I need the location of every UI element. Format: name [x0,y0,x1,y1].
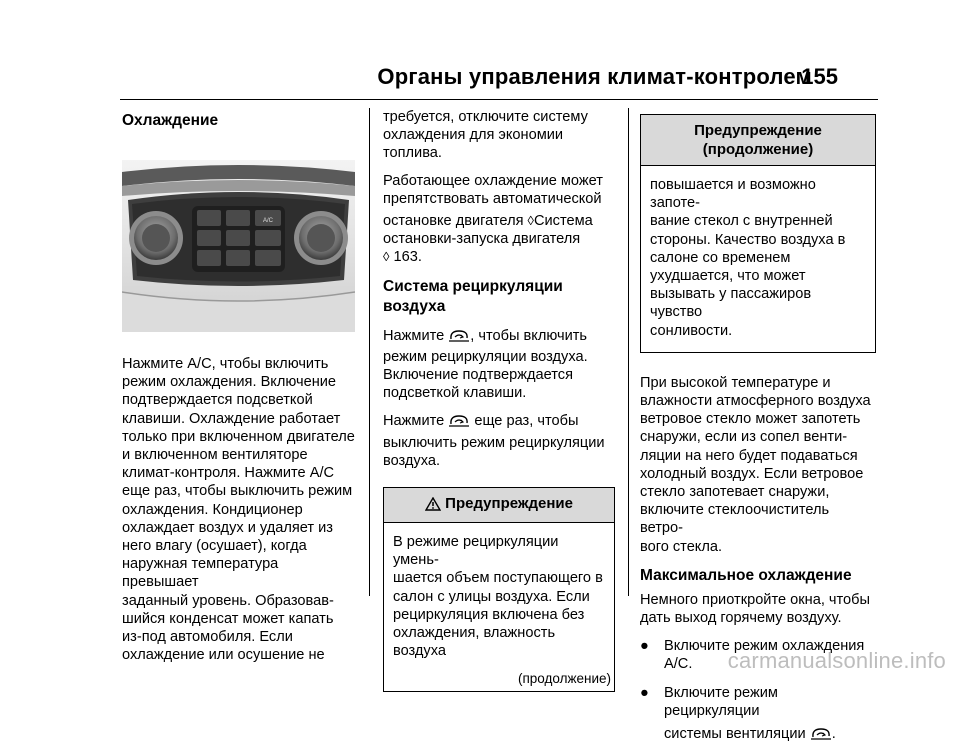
text-line: из-под автомобиля. Если [122,629,293,646]
text-line: климат-контроля. Нажмите A/C [122,465,335,482]
text-line: салоне со временем [650,249,791,266]
section-heading-max-cooling: Максимальное охлаждение [640,566,852,584]
text-line: Нажмите A/C, чтобы включить [122,356,329,372]
text-line: холодный воздух. Если ветровое [640,465,864,482]
section-heading-cooling: Охлаждение [122,112,219,129]
text-line: него влагу (осушает), когда [122,538,307,555]
text-line: еще раз, чтобы выключить режим [122,483,353,500]
text-line: В режиме рециркуляции умень- [393,534,559,569]
warning-body [384,523,614,666]
page-number: 155 [801,64,838,89]
text-line: остановки-запуска двигателя [383,231,581,248]
text-line: только при включенном двигателе [122,428,355,445]
text-line: выключить режим рециркуляции [383,434,605,451]
text-line: подтверждается подсветкой [122,392,313,409]
warning-header [641,115,875,166]
header-rule [120,99,878,100]
text-line: охлаждает воздух и удаляет из [122,519,334,536]
text-line: Включение подтверждается [383,367,573,384]
warning-box-continued [640,114,876,353]
text-line: воздуха. [383,452,441,469]
cross-reference-link[interactable]: Система [533,213,593,230]
text-line: сонливости. [650,322,733,339]
warning-title: Предупреждение [445,495,573,513]
text-line: Нажмите , чтобы включить [383,327,615,348]
recirculation-icon [448,414,470,433]
text-line: влажности атмосферного воздуха [640,393,871,410]
text-line: салон с улицы воздуха. Если [393,588,590,605]
recirculation-icon [448,329,470,348]
recirculation-off-paragraph [383,412,615,470]
continued-label: (продолжение) [517,671,611,687]
text-line: ветровое стекло может запотеть [640,411,861,428]
recirculation-on-paragraph [383,327,615,403]
text-line: шается объем поступающего в [393,570,603,587]
page-reference-icon: ◊ [527,213,534,229]
warning-body [641,166,875,352]
text-line: Работающее охлаждение может [383,172,603,189]
text-line: охлаждения для экономии [383,127,564,144]
text-line: Немного приоткройте окна, чтобы [640,591,871,608]
fuel-paragraph [383,108,615,163]
warning-triangle-icon [425,497,441,516]
text-line: шийся конденсат может капать [122,610,334,627]
text-line: стороны. Качество воздуха в [650,231,846,248]
bullet-dot: ● [640,684,649,701]
auto-stop-paragraph [383,172,615,267]
bullet-item [640,684,876,746]
warning-title: Предупреждение [694,122,822,139]
fogging-paragraph [640,374,876,556]
text-line: повышается и возможно запоте- [650,177,816,212]
text-line: снаружи, если из сопел венти- [640,429,848,446]
text-line: режим охлаждения. Включение [122,374,337,391]
column-divider [628,108,629,596]
text-line: охлаждения. Кондиционер [122,501,303,518]
text-line: вого стекла. [640,538,723,555]
page-reference-icon: ◊ [383,249,390,265]
text-line: ухудшается, что может [650,268,806,285]
text-line: подсветкой клавиши. [383,385,527,402]
text-line: Включите режим охлаждения [664,638,865,655]
cooling-paragraph [122,355,356,664]
text-line: вание стекол с внутренней [650,213,833,230]
text-line: охлаждения, влажность воздуха [393,625,556,660]
text-line: При высокой температуре и [640,374,831,391]
text-line: вызывать у пассажиров чувство [650,286,812,321]
text-line: системы вентиляции . [664,725,876,746]
watermark: carmanualsonline.info [727,648,946,673]
text-line: охлаждение или осушение не [122,647,325,664]
max-cooling-paragraph [640,591,876,627]
recirculation-icon [810,727,832,746]
column-divider [369,108,370,596]
warning-box [383,487,615,692]
climate-control-photo [122,160,355,332]
text-line: стекло запотевает снаружи, [640,484,830,501]
climate-panel-image [122,160,355,332]
text-line: A/C. [664,656,693,673]
text-line: наружная температура превышает [122,556,279,591]
warning-header [384,488,614,523]
text-line: дать выход горячему воздуху. [640,610,842,627]
text-line: ◊ 163. [383,249,422,266]
text-line: клавиши. Охлаждение работает [122,410,341,427]
text-line: Нажмите еще раз, чтобы [383,412,615,433]
text-line: рециркуляция включена без [393,606,585,623]
text-line: включите стеклоочиститель ветро- [640,502,830,537]
page-reference-number[interactable]: 163 [393,249,418,266]
warning-subtitle: (продолжение) [702,141,814,158]
text-line: топлива. [383,145,442,162]
text-line: заданный уровень. Образовав- [122,592,334,609]
column-1 [122,108,356,664]
header-title: Органы управления климат-контролем [377,64,812,89]
text-line: требуется, отключите систему [383,109,588,125]
section-heading-recirculation: Система рециркуляции воздуха [383,277,563,315]
bullet-dot: ● [640,638,649,655]
text-line: препятствовать автоматической [383,190,602,207]
text-line: Включите режим рециркуляции [664,684,778,719]
text-line: режим рециркуляции воздуха. [383,348,588,365]
text-line: остановке двигателя ◊Система [383,213,593,230]
text-line: и включенном вентиляторе [122,447,308,464]
column-2 [383,108,615,692]
ac-button-label: A/C [262,218,274,224]
text-line: ляции на него будет подаваться [640,447,858,464]
